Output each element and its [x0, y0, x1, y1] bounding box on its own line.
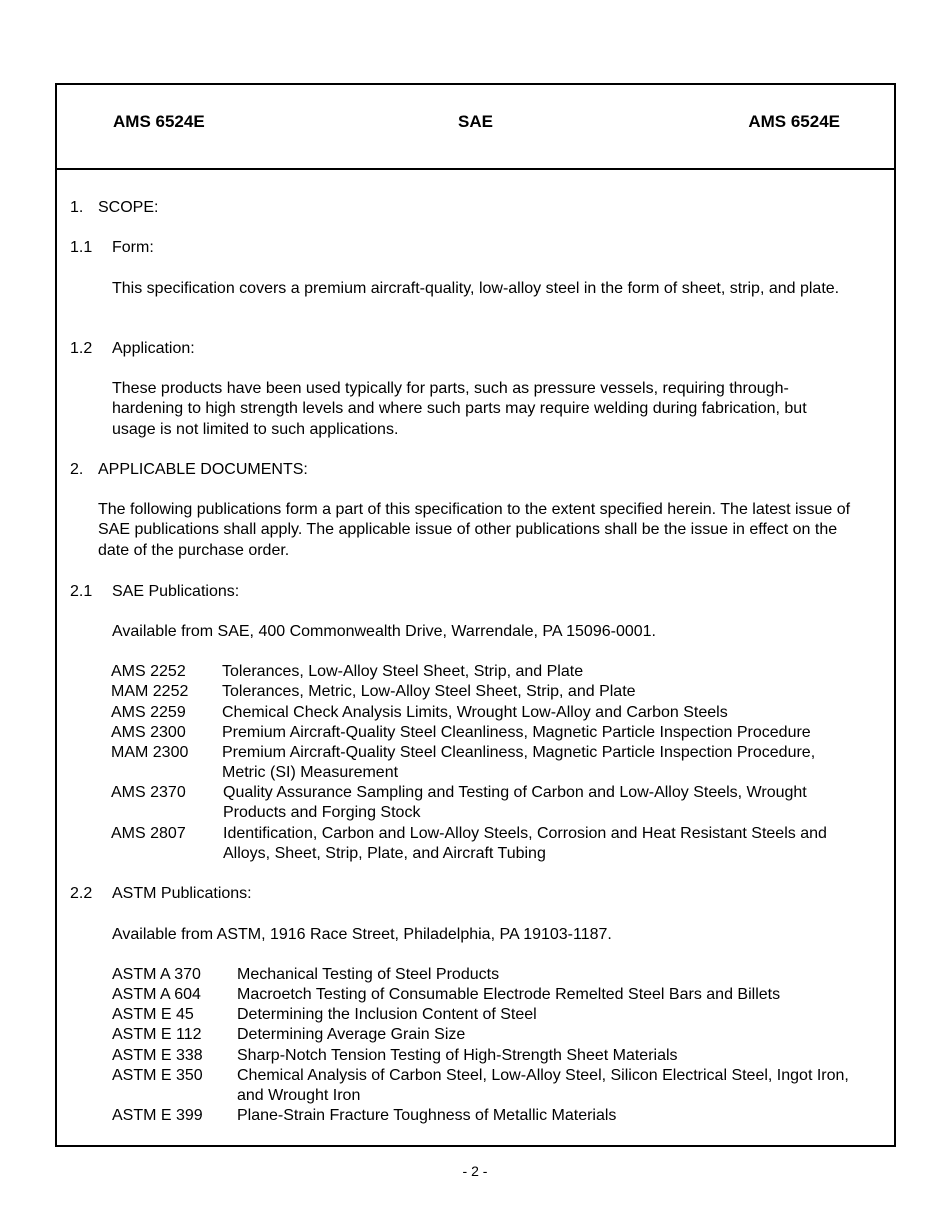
astm-ref-row	[112, 1046, 872, 1066]
sae-ref-row	[111, 783, 871, 824]
sae-ref-title: Tolerances, Metric, Low-Alloy Steel Sheet, Strip, and Plate	[222, 683, 636, 700]
sae-ref-code: AMS 2259	[111, 704, 186, 721]
sae-ref-title: Identification, Carbon and Low-Alloy Steels, Corrosion and Heat Resistant Steels and Alloys, Sheet, Strip, Plate, and Aircraft Tubing	[223, 825, 827, 863]
section-2-2-number: 2.2	[70, 885, 93, 902]
section-2-1-title: SAE Publications:	[112, 583, 240, 600]
astm-ref-row	[112, 1106, 872, 1126]
section-1-1-number: 1.1	[70, 239, 93, 256]
section-2-1-number: 2.1	[70, 583, 93, 600]
header-org: SAE	[458, 112, 493, 131]
sae-ref-code: AMS 2370	[111, 784, 186, 801]
astm-ref-code: ASTM E 338	[112, 1047, 203, 1064]
section-2-body: The following publications form a part of this specification to the extent specified herein. The latest issue of SAE publications shall apply. The applicable issue of other publications shall be the issue in effect on the date of the purchase order.	[98, 501, 851, 559]
sae-ref-title: Premium Aircraft-Quality Steel Cleanliness, Magnetic Particle Inspection Procedure, Metric (SI) Measurement	[222, 744, 816, 782]
section-2-2-title: ASTM Publications:	[112, 885, 252, 902]
section-2-title: APPLICABLE DOCUMENTS:	[98, 461, 308, 478]
section-1-number: 1.	[70, 199, 84, 216]
astm-ref-title: Mechanical Testing of Steel Products	[237, 966, 500, 983]
section-1-1-body: This specification covers a premium aircraft-quality, low-alloy steel in the form of sheet, strip, and plate.	[112, 280, 840, 297]
astm-ref-row	[112, 985, 872, 1005]
sae-ref-row	[111, 743, 871, 784]
sae-ref-title: Quality Assurance Sampling and Testing of Carbon and Low-Alloy Steels, Wrought Products and Forging Stock	[223, 784, 807, 822]
astm-ref-row	[112, 1025, 872, 1045]
section-1-2-number: 1.2	[70, 340, 93, 357]
section-1-2-body: These products have been used typically for parts, such as pressure vessels, requiring through-hardening to high strength levels and where such parts may require welding during fabrication, but usage is not limited to such applications.	[112, 380, 807, 438]
astm-ref-code: ASTM A 370	[112, 966, 201, 983]
astm-ref-title: Plane-Strain Fracture Toughness of Metallic Materials	[237, 1107, 617, 1124]
section-2-2-availability: Available from ASTM, 1916 Race Street, Philadelphia, PA 19103-1187.	[112, 926, 612, 943]
astm-ref-row	[112, 1066, 872, 1107]
sae-ref-code: AMS 2807	[111, 825, 186, 842]
astm-ref-code: ASTM E 350	[112, 1067, 203, 1084]
sae-ref-row	[111, 703, 871, 723]
sae-ref-title: Chemical Check Analysis Limits, Wrought Low-Alloy and Carbon Steels	[222, 704, 728, 721]
sae-ref-row	[111, 824, 871, 865]
sae-ref-row	[111, 662, 871, 682]
sae-ref-title: Tolerances, Low-Alloy Steel Sheet, Strip, and Plate	[222, 663, 584, 680]
astm-ref-row	[112, 965, 872, 985]
page-header	[57, 85, 894, 170]
astm-ref-row	[112, 1005, 872, 1025]
page-number: - 2 -	[462, 1163, 488, 1179]
sae-ref-code: AMS 2300	[111, 724, 186, 741]
sae-ref-row	[111, 723, 871, 743]
sae-ref-row	[111, 682, 871, 702]
astm-ref-code: ASTM E 399	[112, 1107, 203, 1124]
astm-ref-title: Determining the Inclusion Content of Steel	[237, 1006, 537, 1023]
section-1-title: SCOPE:	[98, 199, 159, 216]
header-doc-code-left: AMS 6524E	[113, 112, 205, 131]
sae-ref-title: Premium Aircraft-Quality Steel Cleanliness, Magnetic Particle Inspection Procedure	[222, 724, 811, 741]
sae-ref-code: MAM 2252	[111, 683, 189, 700]
astm-ref-title: Sharp-Notch Tension Testing of High-Strength Sheet Materials	[237, 1047, 678, 1064]
section-1-2-title: Application:	[112, 340, 195, 357]
astm-ref-code: ASTM E 45	[112, 1006, 194, 1023]
sae-ref-code: AMS 2252	[111, 663, 186, 680]
section-2-1-availability: Available from SAE, 400 Commonwealth Drive, Warrendale, PA 15096-0001.	[112, 623, 656, 640]
astm-ref-title: Macroetch Testing of Consumable Electrode Remelted Steel Bars and Billets	[237, 986, 781, 1003]
astm-ref-code: ASTM E 112	[112, 1026, 202, 1043]
astm-ref-title: Chemical Analysis of Carbon Steel, Low-Alloy Steel, Silicon Electrical Steel, Ingot Iron, and Wrought Iron	[237, 1067, 849, 1105]
header-doc-code-right: AMS 6524E	[748, 112, 840, 131]
astm-ref-code: ASTM A 604	[112, 986, 201, 1003]
astm-ref-title: Determining Average Grain Size	[237, 1026, 466, 1043]
section-1-1-title: Form:	[112, 239, 154, 256]
section-2-number: 2.	[70, 461, 84, 478]
sae-ref-code: MAM 2300	[111, 744, 189, 761]
